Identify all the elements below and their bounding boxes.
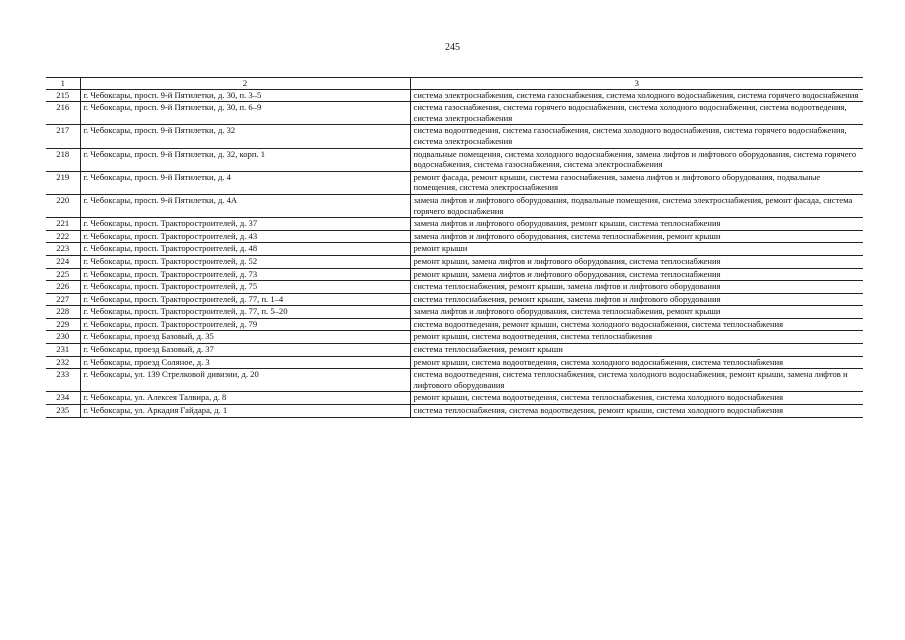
table-row	[46, 243, 863, 256]
row-works: ремонт крыши, система водоотведения, система теплоснабжения	[410, 331, 863, 344]
row-works: система теплоснабжения, ремонт крыши	[410, 344, 863, 357]
row-number: 216	[46, 102, 80, 125]
row-address: г. Чебоксары, проезд Соляное, д. 3	[80, 356, 410, 369]
table-row	[46, 344, 863, 357]
row-works: замена лифтов и лифтового оборудования, система теплоснабжения, ремонт крыши	[410, 230, 863, 243]
row-address: г. Чебоксары, просп. 9-й Пятилетки, д. 30, п. 6–9	[80, 102, 410, 125]
row-address: г. Чебоксары, просп. 9-й Пятилетки, д. 4	[80, 171, 410, 194]
table-row	[46, 218, 863, 231]
row-number: 227	[46, 293, 80, 306]
row-number: 219	[46, 171, 80, 194]
row-number: 225	[46, 268, 80, 281]
row-works: ремонт крыши	[410, 243, 863, 256]
row-address: г. Чебоксары, просп. Тракторостроителей, д. 37	[80, 218, 410, 231]
row-number: 234	[46, 392, 80, 405]
buildings-table	[46, 77, 863, 418]
row-works: система теплоснабжения, ремонт крыши, замена лифтов и лифтового оборудования	[410, 293, 863, 306]
row-works: ремонт крыши, замена лифтов и лифтового оборудования, система теплоснабжения	[410, 255, 863, 268]
row-number: 221	[46, 218, 80, 231]
table-row	[46, 125, 863, 148]
row-number: 222	[46, 230, 80, 243]
row-address: г. Чебоксары, проезд Базовый, д. 37	[80, 344, 410, 357]
table-row	[46, 89, 863, 102]
row-address: г. Чебоксары, просп. 9-й Пятилетки, д. 30, п. 3–5	[80, 89, 410, 102]
table-row	[46, 331, 863, 344]
row-works: система водоотведения, система газоснабжения, система холодного водоснабжения, система горячего водоснабжения, система электроснабжения	[410, 125, 863, 148]
row-number: 224	[46, 255, 80, 268]
row-works: замена лифтов и лифтового оборудования, ремонт крыши, система теплоснабжения	[410, 218, 863, 231]
table-header-row	[46, 78, 863, 90]
table-row	[46, 255, 863, 268]
row-address: г. Чебоксары, просп. Тракторостроителей, д. 75	[80, 281, 410, 294]
row-address: г. Чебоксары, просп. 9-й Пятилетки, д. 32, корп. 1	[80, 148, 410, 171]
row-address: г. Чебоксары, просп. Тракторостроителей, д. 43	[80, 230, 410, 243]
row-number: 235	[46, 405, 80, 418]
row-number: 233	[46, 369, 80, 392]
table-row	[46, 171, 863, 194]
row-works: ремонт крыши, система водоотведения, система теплоснабжения, система холодного водоснабжения	[410, 392, 863, 405]
row-works: система газоснабжения, система горячего водоснабжения, система холодного водоснабжения, система водоотведения, система электроснабжения	[410, 102, 863, 125]
row-number: 217	[46, 125, 80, 148]
column-header-2: 2	[80, 78, 410, 90]
row-address: г. Чебоксары, просп. 9-й Пятилетки, д. 4А	[80, 194, 410, 217]
row-works: ремонт крыши, замена лифтов и лифтового оборудования, система теплоснабжения	[410, 268, 863, 281]
row-address: г. Чебоксары, проезд Базовый, д. 35	[80, 331, 410, 344]
row-works: система водоотведения, ремонт крыши, система холодного водоснабжения, система теплоснабжения	[410, 318, 863, 331]
row-works: замена лифтов и лифтового оборудования, система теплоснабжения, ремонт крыши	[410, 306, 863, 319]
table-row	[46, 268, 863, 281]
row-number: 230	[46, 331, 80, 344]
row-works: подвальные помещения, система холодного водоснабжения, замена лифтов и лифтового оборудования, система горячего водоснабжения, система газоснабжения, система электроснабжения	[410, 148, 863, 171]
row-address: г. Чебоксары, просп. Тракторостроителей, д. 73	[80, 268, 410, 281]
table-row	[46, 369, 863, 392]
column-header-3: 3	[410, 78, 863, 90]
row-address: г. Чебоксары, ул. 139 Стрелковой дивизии, д. 20	[80, 369, 410, 392]
row-works: замена лифтов и лифтового оборудования, подвальные помещения, система электроснабжения, ремонт фасада, система горячего водоснабжения	[410, 194, 863, 217]
table-row	[46, 281, 863, 294]
table-row	[46, 318, 863, 331]
column-header-1: 1	[46, 78, 80, 90]
row-number: 220	[46, 194, 80, 217]
row-address: г. Чебоксары, просп. Тракторостроителей, д. 77, п. 5–20	[80, 306, 410, 319]
row-works: система теплоснабжения, система водоотведения, ремонт крыши, система холодного водоснабжения	[410, 405, 863, 418]
row-number: 231	[46, 344, 80, 357]
table-row	[46, 230, 863, 243]
table-row	[46, 102, 863, 125]
row-number: 232	[46, 356, 80, 369]
row-address: г. Чебоксары, просп. Тракторостроителей, д. 77, п. 1–4	[80, 293, 410, 306]
table-row	[46, 293, 863, 306]
table-row	[46, 405, 863, 418]
row-address: г. Чебоксары, просп. Тракторостроителей, д. 79	[80, 318, 410, 331]
row-works: система водоотведения, система теплоснабжения, система холодного водоснабжения, ремонт крыши, замена лифтов и лифтового оборудования	[410, 369, 863, 392]
row-address: г. Чебоксары, просп. Тракторостроителей, д. 52	[80, 255, 410, 268]
row-number: 218	[46, 148, 80, 171]
row-works: система электроснабжения, система газоснабжения, система холодного водоснабжения, система горячего водоснабжения	[410, 89, 863, 102]
row-works: ремонт фасада, ремонт крыши, система газоснабжения, замена лифтов и лифтового оборудования, подвальные помещения, система электроснабжения	[410, 171, 863, 194]
row-address: г. Чебоксары, ул. Алексея Талвира, д. 8	[80, 392, 410, 405]
row-number: 215	[46, 89, 80, 102]
row-number: 223	[46, 243, 80, 256]
table-row	[46, 148, 863, 171]
table-row	[46, 392, 863, 405]
row-address: г. Чебоксары, просп. Тракторостроителей, д. 48	[80, 243, 410, 256]
table-row	[46, 356, 863, 369]
row-number: 226	[46, 281, 80, 294]
row-works: ремонт крыши, система водоотведения, система холодного водоснабжения, система теплоснабжения	[410, 356, 863, 369]
table-row	[46, 194, 863, 217]
row-address: г. Чебоксары, просп. 9-й Пятилетки, д. 32	[80, 125, 410, 148]
row-number: 228	[46, 306, 80, 319]
row-address: г. Чебоксары, ул. Аркадия Гайдара, д. 1	[80, 405, 410, 418]
row-number: 229	[46, 318, 80, 331]
row-works: система теплоснабжения, ремонт крыши, замена лифтов и лифтового оборудования	[410, 281, 863, 294]
page-number: 245	[445, 42, 460, 53]
table-row	[46, 306, 863, 319]
